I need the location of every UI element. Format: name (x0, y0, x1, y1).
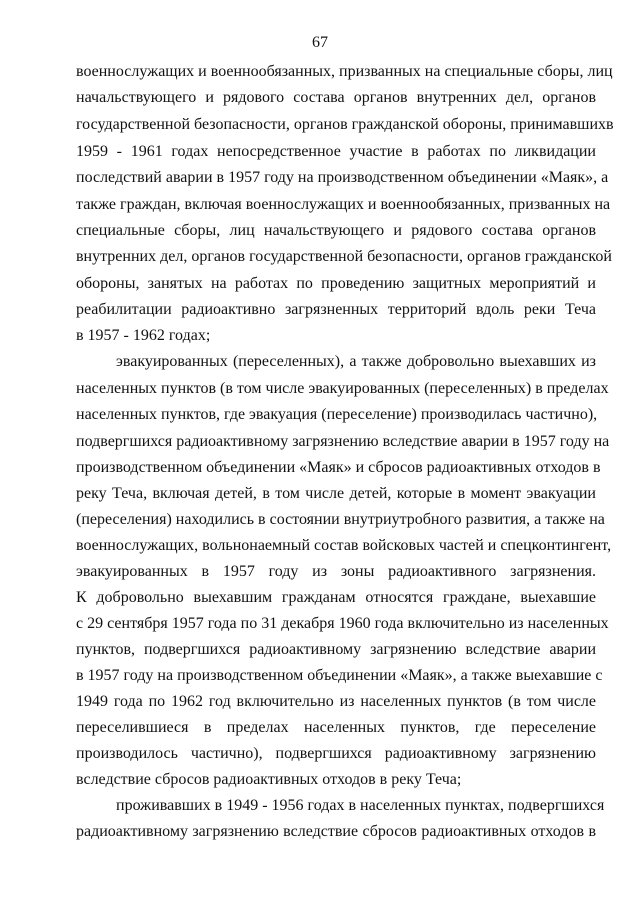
text-line: военнослужащих, вольнонаемный состав войсковых частей и спецконтингент, (76, 537, 612, 554)
text-line: радиоактивному загрязнению вследствие сбросов радиоактивных отходов в (76, 823, 596, 840)
text-line: эвакуированных в 1957 году из зоны радиоактивного загрязнения. (76, 563, 596, 580)
text-line: в 1957 - 1962 годах; (76, 327, 211, 344)
text-line: последствий аварии в 1957 году на производственном объединении «Маяк», а (76, 169, 609, 186)
text-line: в 1957 году на производственном объединении «Маяк», а также выехавшие с (76, 667, 603, 684)
text-line: военнослужащих и военнообязанных, призванных на специальные сборы, лиц (76, 63, 613, 80)
text-line: также граждан, включая военнослужащих и военнообязанных, призванных на (76, 196, 611, 213)
text-line: реку Теча, включая детей, в том числе детей, которые в момент эвакуации (76, 485, 596, 502)
text-line: 1949 года по 1962 год включительно из населенных пунктов (в том числе (76, 693, 596, 710)
text-line: пунктов, подвергшихся радиоактивному загрязнению вследствие аварии (76, 641, 596, 658)
text-line: (переселения) находились в состоянии внутриутробного развития, а также на (76, 511, 605, 528)
text-line: населенных пунктов (в том числе эвакуированных (переселенных) в пределах (76, 380, 609, 397)
text-line: реабилитации радиоактивно загрязненных территорий вдоль реки Теча (76, 301, 596, 318)
text-line: государственной безопасности, органов гражданской обороны, принимавшихв (76, 116, 614, 133)
text-line: вследствие сбросов радиоактивных отходов в реку Теча; (76, 771, 462, 788)
text-line: внутренних дел, органов государственной безопасности, органов гражданской (76, 248, 612, 265)
text-line: подвергшихся радиоактивному загрязнению вследствие аварии в 1957 году на (76, 433, 610, 450)
page-number: 67 (312, 34, 328, 51)
text-line: специальные сборы, лиц начальствующего и рядового состава органов (76, 222, 596, 239)
text-line: производилось частично), подвергшихся радиоактивному загрязнению (76, 745, 596, 762)
text-line: производственном объединении «Маяк» и сбросов радиоактивных отходов в (76, 459, 601, 476)
text-line: К добровольно выехавшим гражданам относятся граждане, выехавшие (76, 589, 596, 606)
text-line: населенных пунктов, где эвакуация (переселение) производилась частично), (76, 406, 598, 423)
text-line: эвакуированных (переселенных), а также добровольно выехавших из (116, 353, 596, 370)
text-line: проживавших в 1949 - 1956 годах в населенных пунктах, подвергшихся (116, 797, 605, 814)
text-line: обороны, занятых на работах по проведению защитных мероприятий и (76, 275, 596, 292)
text-line: 1959 - 1961 годах непосредственное участие в работах по ликвидации (76, 143, 596, 160)
text-line: с 29 сентября 1957 года по 31 декабря 1960 года включительно из населенных (76, 615, 609, 632)
text-line: начальствующего и рядового состава органов внутренних дел, органов (76, 89, 596, 106)
text-line: переселившиеся в пределах населенных пунктов, где переселение (76, 719, 596, 736)
